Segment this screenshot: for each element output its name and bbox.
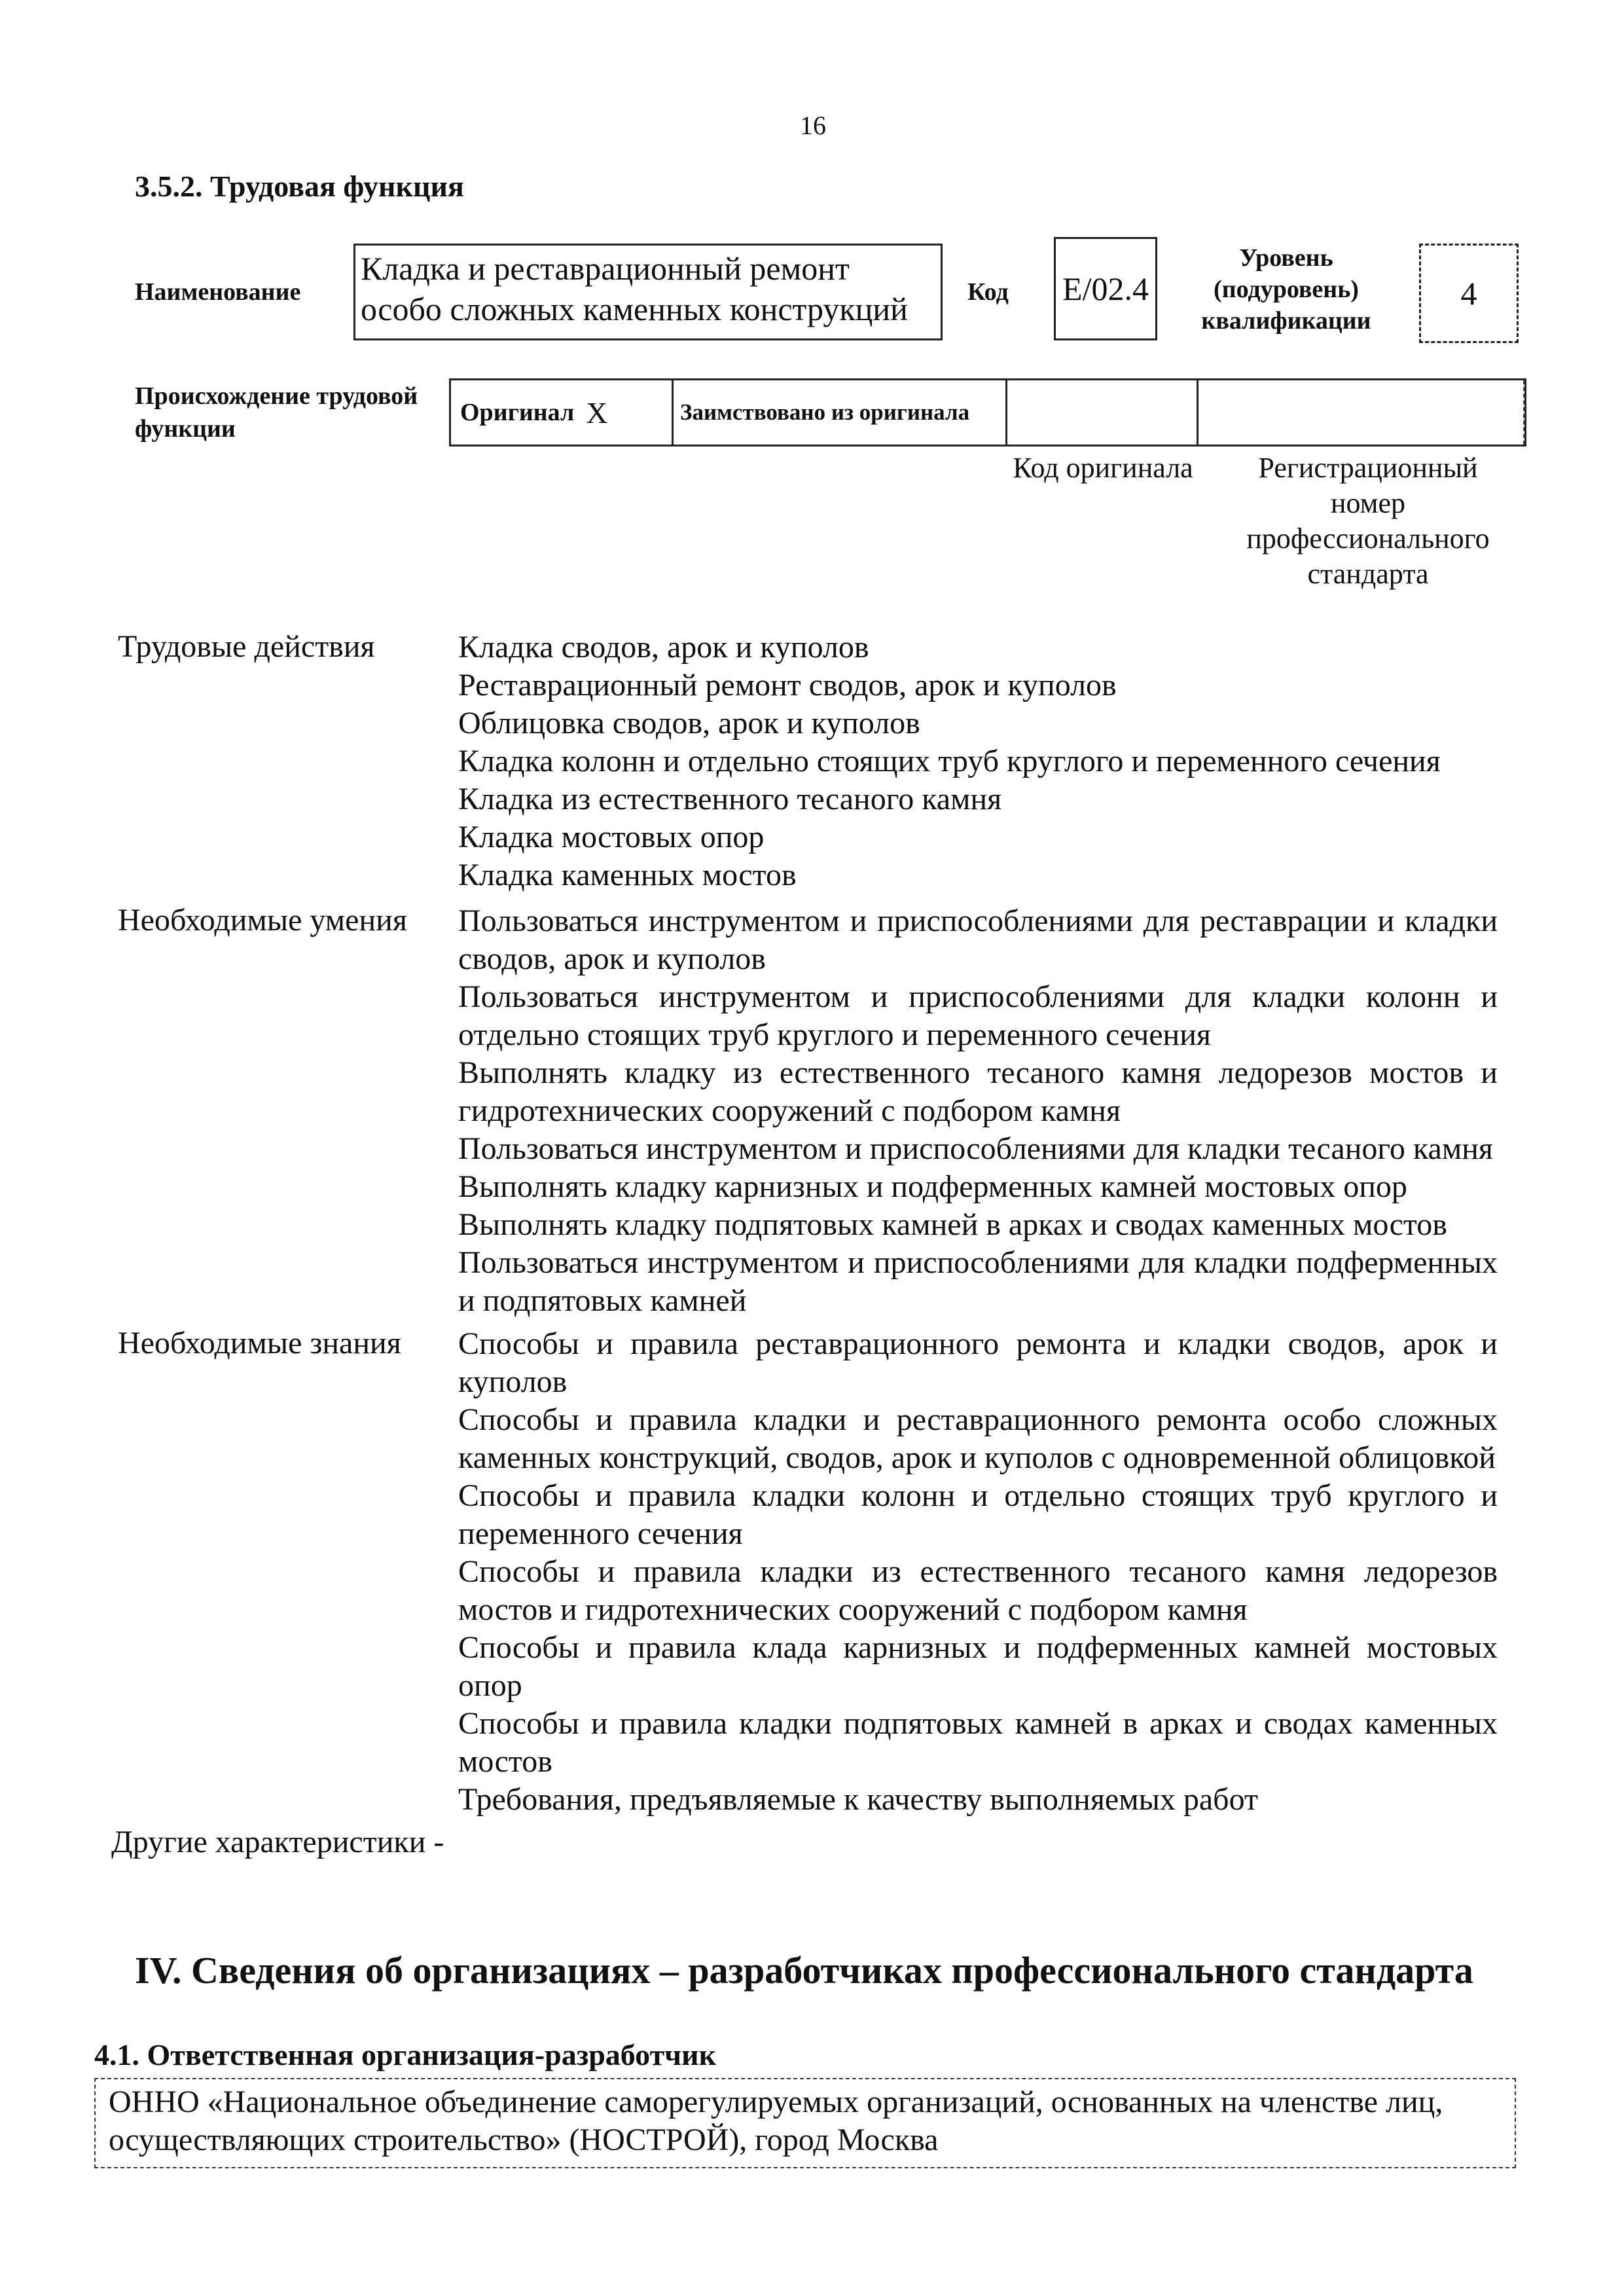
skill-item: Пользоваться инструментом и приспособлениями для кладки тесаного камня <box>458 1131 1493 1166</box>
function-code-box: E/02.4 <box>1054 237 1157 340</box>
knowledge-item: Способы и правила кладки подпятовых камней в арках и сводах каменных мостов <box>458 1706 1498 1779</box>
labor-action-item: Кладка сводов, арок и куполов <box>458 630 869 665</box>
labor-action-item: Реставрационный ремонт сводов, арок и куполов <box>458 668 1117 702</box>
knowledge-item: Способы и правила реставрационного ремонта и кладки сводов, арок и куполов <box>458 1326 1498 1399</box>
labor-action-item: Кладка из естественного тесаного камня <box>458 782 1002 816</box>
labor-action-item: Облицовка сводов, арок и куполов <box>458 706 920 740</box>
other-characteristics: Другие характеристики - <box>111 1825 444 1859</box>
labor-actions-list <box>458 629 1498 894</box>
skill-item: Пользоваться инструментом и приспособлениями для кладки подферменных и подпятовых камней <box>458 1245 1498 1318</box>
knowledge-list <box>458 1325 1498 1819</box>
code-original-note: Код оригинала <box>1013 452 1193 484</box>
knowledge-item: Способы и правила кладки колонн и отдельно стоящих труб круглого и переменного сечения <box>458 1478 1498 1551</box>
skill-item: Выполнять кладку подпятовых камней в арках и сводах каменных мостов <box>458 1207 1447 1242</box>
code-label: Код <box>967 278 1009 306</box>
function-name-box: Кладка и реставрационный ремонт особо сложных каменных конструкций <box>353 244 943 340</box>
reg-number-note: Регистрационный номер профессионального стандарта <box>1246 452 1490 590</box>
skill-item: Пользоваться инструментом и приспособлениями для реставрации и кладки сводов, арок и куполов <box>458 903 1498 976</box>
labor-action-item: Кладка колонн и отдельно стоящих труб круглого и переменного сечения <box>458 744 1441 778</box>
skill-item: Выполнять кладку из естественного тесаного камня ледорезов мостов и гидротехнических сооружений с подбором камня <box>458 1055 1498 1128</box>
original-label: Оригинал <box>460 399 575 426</box>
knowledge-item: Способы и правила кладки и реставрационного ремонта особо сложных каменных конструкций, сводов, арок и куполов с одновременной облицовкой <box>458 1402 1498 1475</box>
skill-item: Выполнять кладку карнизных и подферменных камней мостовых опор <box>458 1169 1407 1204</box>
knowledge-item: Требования, предъявляемые к качеству выполняемых работ <box>458 1782 1258 1817</box>
section-iv-heading: IV. Сведения об организациях – разработчиках профессионального стандарта <box>135 1949 1473 1992</box>
knowledge-item: Способы и правила кладки из естественного тесаного камня ледорезов мостов и гидротехнических сооружений с подбором камня <box>458 1554 1498 1627</box>
knowledge-item: Способы и правила клада карнизных и подферменных камней мостовых опор <box>458 1630 1498 1703</box>
origin-label: Происхождение трудовой функции <box>135 382 418 443</box>
section-title: 3.5.2. Трудовая функция <box>135 170 464 203</box>
skill-item: Пользоваться инструментом и приспособлениями для кладки колонн и отдельно стоящих труб круглого и переменного сечения <box>458 979 1498 1052</box>
reg-number-cell <box>1198 380 1524 445</box>
knowledge-label: Необходимые знания <box>118 1326 401 1360</box>
level-label: Уровень (подуровень) квалификации <box>1201 244 1371 335</box>
skills-list <box>458 902 1498 1320</box>
page-number: 16 <box>800 111 826 140</box>
section-41-heading: 4.1. Ответственная организация-разработчик <box>94 2038 717 2071</box>
skills-label: Необходимые умения <box>118 903 407 938</box>
origin-original-cell <box>451 380 674 445</box>
original-code-cell <box>1007 380 1198 445</box>
level-box: 4 <box>1419 244 1519 343</box>
original-mark: X <box>586 395 608 429</box>
origin-table <box>449 378 1526 446</box>
labor-action-item: Кладка мостовых опор <box>458 820 765 854</box>
labor-action-item: Кладка каменных мостов <box>458 858 797 892</box>
name-label: Наименование <box>135 278 301 306</box>
organization-box: ОННО «Национальное объединение саморегулируемых организаций, основанных на членстве лиц, осуществляющих строительство» (НОСТРОЙ), город Москва <box>94 2078 1516 2168</box>
labor-actions-label: Трудовые действия <box>118 629 375 664</box>
borrowed-cell: Заимствовано из оригинала <box>674 380 1007 445</box>
